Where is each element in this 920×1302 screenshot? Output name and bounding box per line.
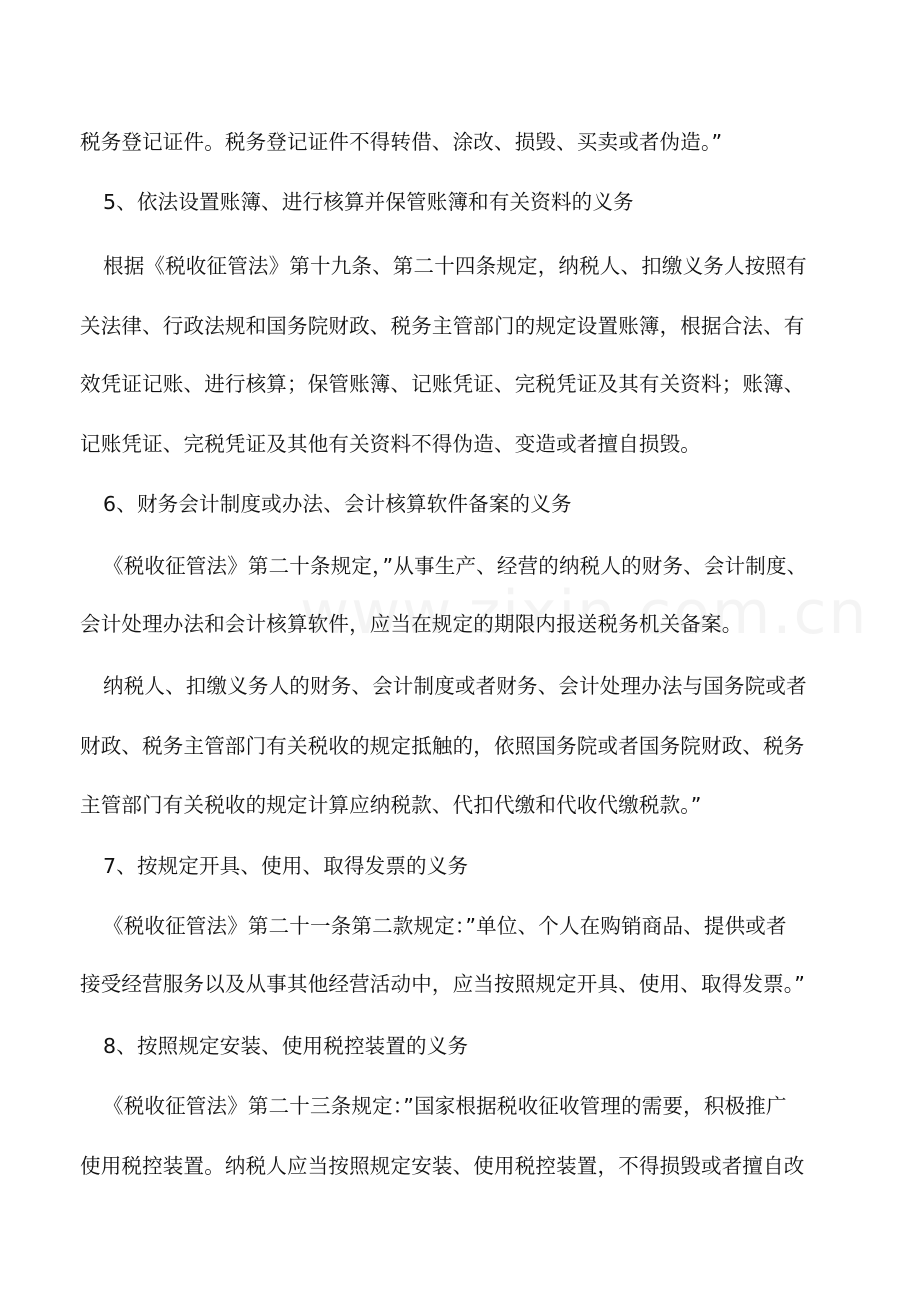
- paragraph-line: 财政、税务主管部门有关税收的规定抵触的，依照国务院或者国务院财政、税务: [80, 734, 805, 758]
- paragraph-line: 《税收征管法》第二十三条规定：”国家根据税收征收管理的需要，积极推广: [103, 1094, 787, 1118]
- paragraph-line: 主管部门有关税收的规定计算应纳税款、代扣代缴和代收代缴税款。”: [80, 793, 702, 817]
- paragraph-line: 关法律、行政法规和国务院财政、税务主管部门的规定设置账簿，根据合法、有: [80, 314, 805, 338]
- paragraph-line: 记账凭证、完税凭证及其他有关资料不得伪造、变造或者擅自损毁。: [80, 432, 701, 456]
- paragraph-line: 《税收征管法》第二十条规定，”从事生产、经营的纳税人的财务、会计制度、: [103, 554, 808, 578]
- section-heading-5: 5、依法设置账簿、进行核算并保管账簿和有关资料的义务: [103, 190, 634, 214]
- paragraph-line: 税务登记证件。税务登记证件不得转借、涂改、损毁、买卖或者伪造。”: [80, 130, 723, 154]
- section-heading-8: 8、按照规定安装、使用税控装置的义务: [103, 1034, 469, 1058]
- section-heading-6: 6、财务会计制度或办法、会计核算软件备案的义务: [103, 492, 572, 516]
- paragraph-line: 会计处理办法和会计核算软件，应当在规定的期限内报送税务机关备案。: [80, 612, 743, 636]
- paragraph-line: 《税收征管法》第二十一条第二款规定：”单位、个人在购销商品、提供或者: [103, 914, 787, 938]
- paragraph-line: 接受经营服务以及从事其他经营活动中，应当按照规定开具、使用、取得发票。”: [80, 972, 806, 996]
- paragraph-line: 效凭证记账、进行核算；保管账簿、记账凭证、完税凭证及其有关资料；账簿、: [80, 372, 805, 396]
- paragraph-line: 根据《税收征管法》第十九条、第二十四条规定，纳税人、扣缴义务人按照有: [103, 254, 807, 278]
- paragraph-line: 纳税人、扣缴义务人的财务、会计制度或者财务、会计处理办法与国务院或者: [103, 674, 807, 698]
- paragraph-line: 使用税控装置。纳税人应当按照规定安装、使用税控装置，不得损毁或者擅自改: [80, 1154, 805, 1178]
- section-heading-7: 7、按规定开具、使用、取得发票的义务: [103, 854, 469, 878]
